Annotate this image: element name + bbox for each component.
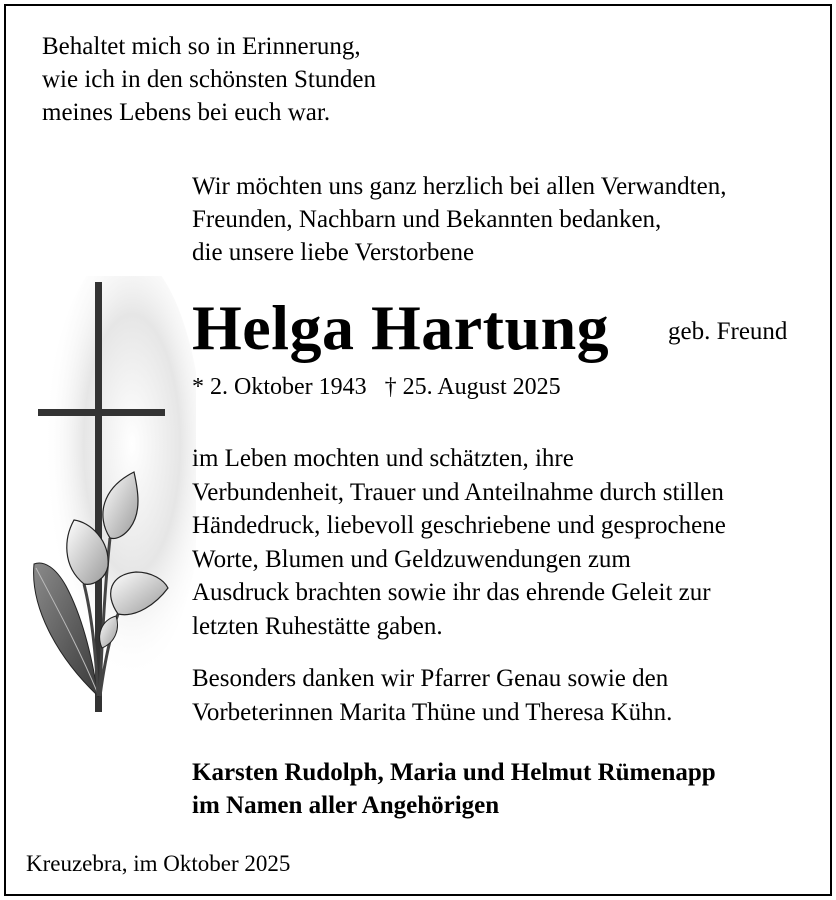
cross-horizontal-bar (38, 409, 165, 416)
special-thanks-line: Besonders danken wir Pfarrer Genau sowie den (192, 665, 669, 692)
thanks-line: Händedruck, liebevoll geschriebene und gesprochene (192, 512, 726, 539)
intro-line: Freunden, Nachbarn und Bekannten bedanken, (192, 206, 662, 233)
deceased-name-row (192, 290, 822, 366)
motto-line: meines Lebens bei euch war. (42, 99, 331, 126)
deceased-name: Helga Hartung (192, 292, 610, 363)
thanks-line: Worte, Blumen und Geldzuwendungen zum (192, 545, 631, 573)
maiden-name: geb. Freund (668, 318, 788, 345)
death-date: † 25. August 2025 (384, 374, 561, 400)
thanks-line: im Leben mochten und schätzten, ihre (192, 445, 574, 472)
life-dates (192, 370, 561, 404)
motto-line: Behaltet mich so in Erinnerung, (42, 33, 361, 60)
signature-line: im Namen aller Angehörigen (192, 792, 500, 819)
obituary-frame (4, 4, 832, 896)
intro-text (192, 170, 822, 269)
special-thanks-line: Vorbeterinnen Marita Thüne und Theresa Kühn. (192, 699, 673, 726)
motto-verse (42, 30, 562, 129)
cross-with-calla-lilies-icon (26, 276, 196, 716)
birth-date: * 2. Oktober 1943 (192, 374, 367, 400)
intro-line: Wir möchten uns ganz herzlich bei allen Verwandten, (192, 173, 727, 200)
place-and-date: Kreuzebra, im Oktober 2025 (26, 851, 291, 876)
motto-line: wie ich in den schönsten Stunden (42, 66, 376, 93)
special-thanks-text (192, 662, 822, 730)
signature-block (192, 756, 822, 822)
thanks-line: Verbundenheit, Trauer und Anteilnahme durch stillen (192, 478, 724, 506)
thanks-text (192, 442, 822, 643)
thanks-line: letzten Ruhestätte gaben. (192, 612, 443, 640)
thanks-line: Ausdruck brachten sowie ihr das ehrende Geleit zur (192, 579, 711, 606)
intro-line: die unsere liebe Verstorbene (192, 239, 475, 266)
signature-line: Karsten Rudolph, Maria und Helmut Rümenapp (192, 759, 716, 786)
